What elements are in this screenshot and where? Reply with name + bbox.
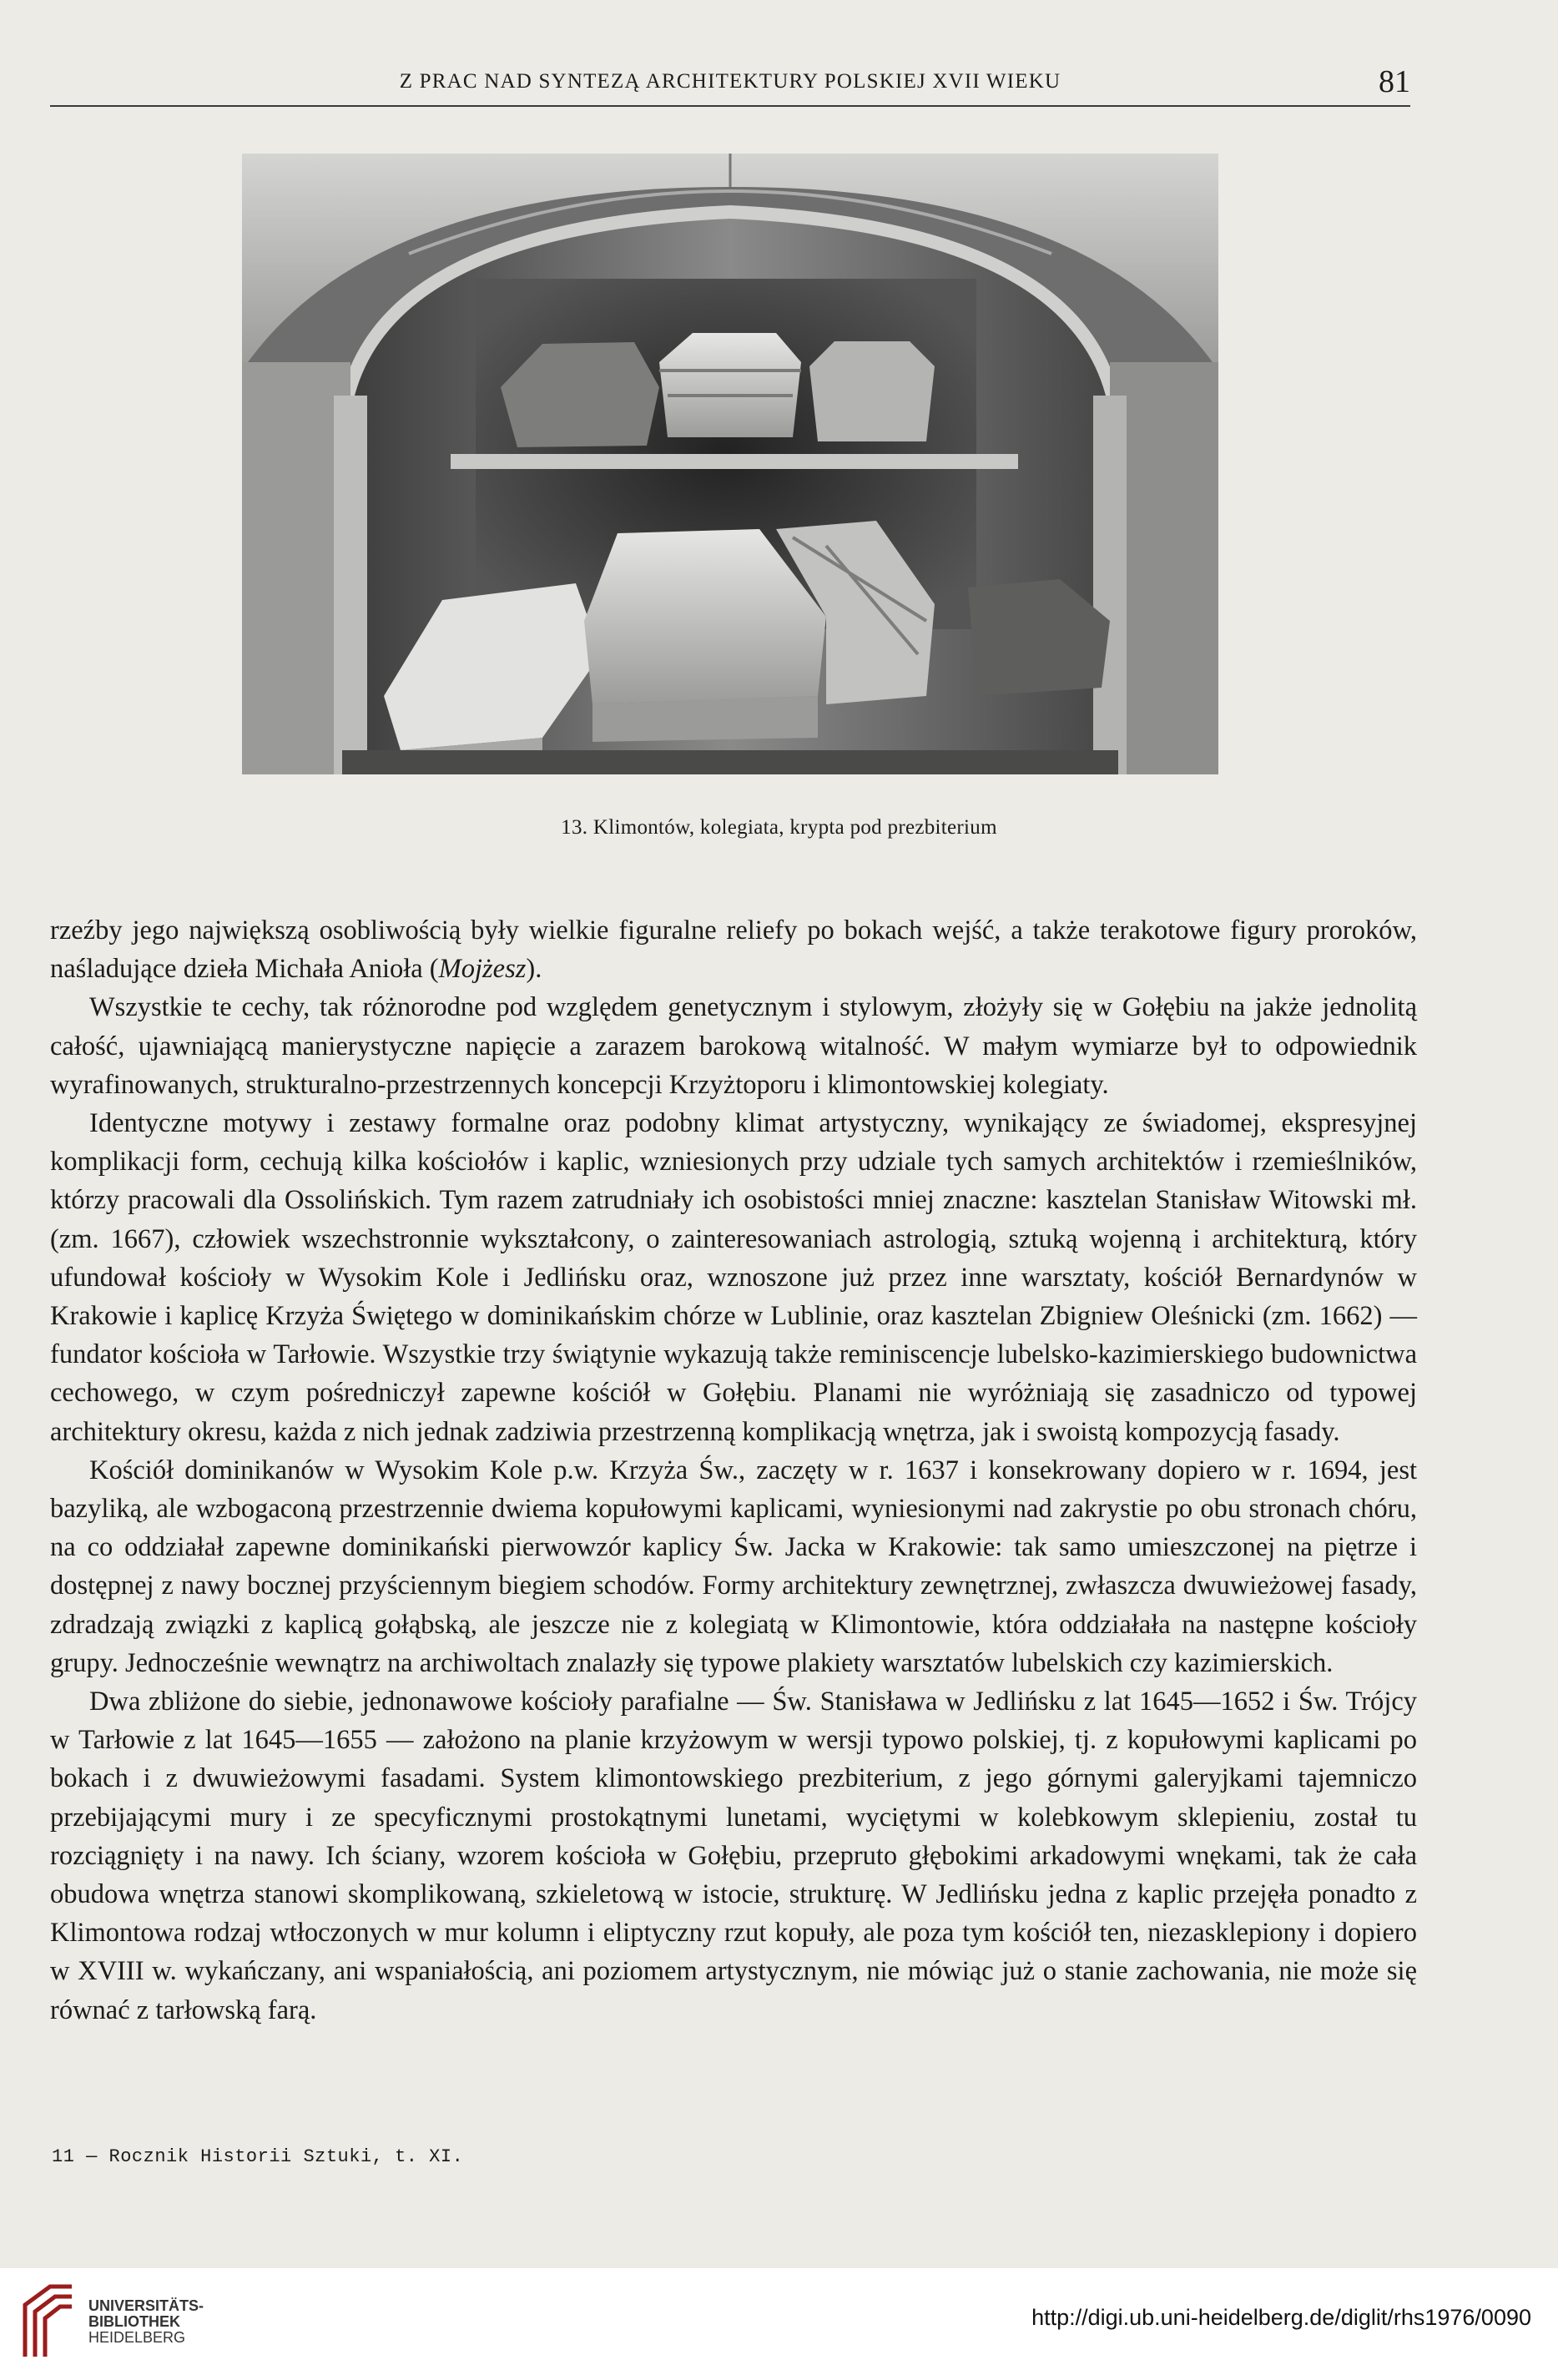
body-text bbox=[50, 911, 1417, 2030]
running-title: Z PRAC NAD SYNTEZĄ ARCHITEKTURY POLSKIEJ XVII WIEKU bbox=[399, 70, 1061, 93]
paragraph: rzeźby jego największą osobliwością były wielkie figuralne reliefy po bokach wejść, a także terakotowe figury proroków, naśladujące dzieła Michała Anioła (Mojżesz). bbox=[50, 915, 1417, 985]
artwork-title: Mojżesz bbox=[438, 954, 527, 985]
library-logo-icon bbox=[17, 2280, 77, 2360]
paragraph: Dwa zbliżone do siebie, jednonawowe kościoły parafialne — Św. Stanisława w Jedlińsku z lat 1645—1652 i Św. Trójcy w Tarłowie z lat 1645—1655 — założono na planie krzyżowym w wersji typowo polskiej, tj. z kopułowymi kaplicami po bokach i z dwuwieżowymi fasadami. System klimontowskiego prezbiterium, z jego górnymi galeryjkami tajemniczo przebijającymi mury i ze specyficznymi prostokątnymi lunetami, wyciętymi w kolebkowym sklepieniu, został tu rozciągnięty i na nawy. Ich ściany, wzorem kościoła w Gołębiu, przepruto głębokimi arkadowymi wnękami, tak że cała obudowa wnętrza stanowi skomplikowaną, szkieletową w istocie, strukturę. W Jedlińsku jedna z kaplic przejęła ponadto z Klimontowa rodzaj wtłoczonych w mur kolumn i eliptyczny rzut kopuły, ale poza tym kościół ten, niezasklepiony i dopiero w XVIII w. wykańczany, ani wspaniałością, ani poziomem artystycznym, nie mówiąc już o stanie zachowania, nie może się równać z tarłowską farą. bbox=[50, 1687, 1417, 2025]
library-name-line: UNIVERSITÄTS- bbox=[88, 2297, 204, 2314]
paragraph: Wszystkie te cechy, tak różnorodne pod względem genetycznym i stylowym, złożyły się w Gołębiu na jakże jednolitą całość, ujawniającą manierystyczne napięcie a zarazem barokową witalność. W małym wymiarze był to odpowiednik wyrafinowanych, strukturalno-przestrzennych koncepcji Krzyżtoporu i klimontowskiej kolegiaty. bbox=[50, 992, 1417, 1100]
signature-footnote: 11 — Rocznik Historii Sztuki, t. XI. bbox=[52, 2146, 464, 2167]
library-footer bbox=[0, 2268, 1558, 2380]
paragraph: Kościół dominikanów w Wysokim Kole p.w. Krzyża Św., zaczęty w r. 1637 i konsekrowany dopiero w r. 1694, jest bazyliką, ale wzbogaconą przestrzennie dwiema kopułowymi kaplicami, wyniesionymi nad zakrystie po obu stronach chóru, na co oddziałał zapewne dominikański pierwowzór kaplicy Św. Jacka w Krakowie: tak samo umieszczonej na piętrze i dostępnej z nawy bocznej przyściennym biegiem schodów. Formy architektury zewnętrznej, zwłaszcza dwuwieżowej fasady, zdradzają związki z kaplicą gołąbską, ale jeszcze nie z kolegiatą w Klimontowie, która oddziałała na następne kościoły grupy. Jednocześnie wewnątrz na archiwoltach znalazły się typowe plakiety warsztatów lubelskich czy kazimierskich. bbox=[50, 1455, 1417, 1678]
source-url-link[interactable]: http://digi.ub.uni-heidelberg.de/diglit/rhs1976/0090 bbox=[1031, 2305, 1531, 2330]
library-name-line: BIBLIOTHEK bbox=[88, 2313, 180, 2330]
figure-caption: 13. Klimontów, kolegiata, krypta pod prezbiterium bbox=[561, 816, 997, 839]
crypt-photo-drawing bbox=[242, 154, 1218, 774]
library-name-line: HEIDELBERG bbox=[88, 2329, 186, 2346]
crypt-photograph bbox=[242, 154, 1218, 774]
paragraph: Identyczne motywy i zestawy formalne oraz podobny klimat artystyczny, wynikający ze świadomej, ekspresyjnej komplikacji form, cechują kilka kościołów i kaplic, wzniesionych przy udziale tych samych architektów i rzemieślników, którzy pracowali dla Ossolińskich. Tym razem zatrudniały ich osobistości mniej znaczne: kasztelan Stanisław Witowski mł. (zm. 1667), człowiek wszechstronnie wykształcony, o zainteresowaniach astrologią, sztuką wojenną i architekturą, który ufundował kościoły w Wysokim Kole i Jedlińsku oraz, wznoszone już przez inne warsztaty, kościół Bernardynów w Krakowie i kaplicę Krzyża Świętego w dominikańskim chórze w Lublinie, oraz kasztelan Zbigniew Oleśnicki (zm. 1662) — fundator kościoła w Tarłowie. Wszystkie trzy świątynie wykazują także reminiscencje lubelsko-kazimierskiego budownictwa cechowego, w czym pośredniczył zapewne kościół w Gołębiu. Planami nie wyróżniają się zasadniczo od typowej architektury okresu, każda z nich jednak zadziwia przestrzenną komplikacją wnętrza, jak i swoistą kompozycją fasady. bbox=[50, 1108, 1417, 1447]
running-head bbox=[50, 64, 1410, 107]
library-name bbox=[88, 2298, 204, 2346]
page-number: 81 bbox=[1379, 64, 1410, 99]
